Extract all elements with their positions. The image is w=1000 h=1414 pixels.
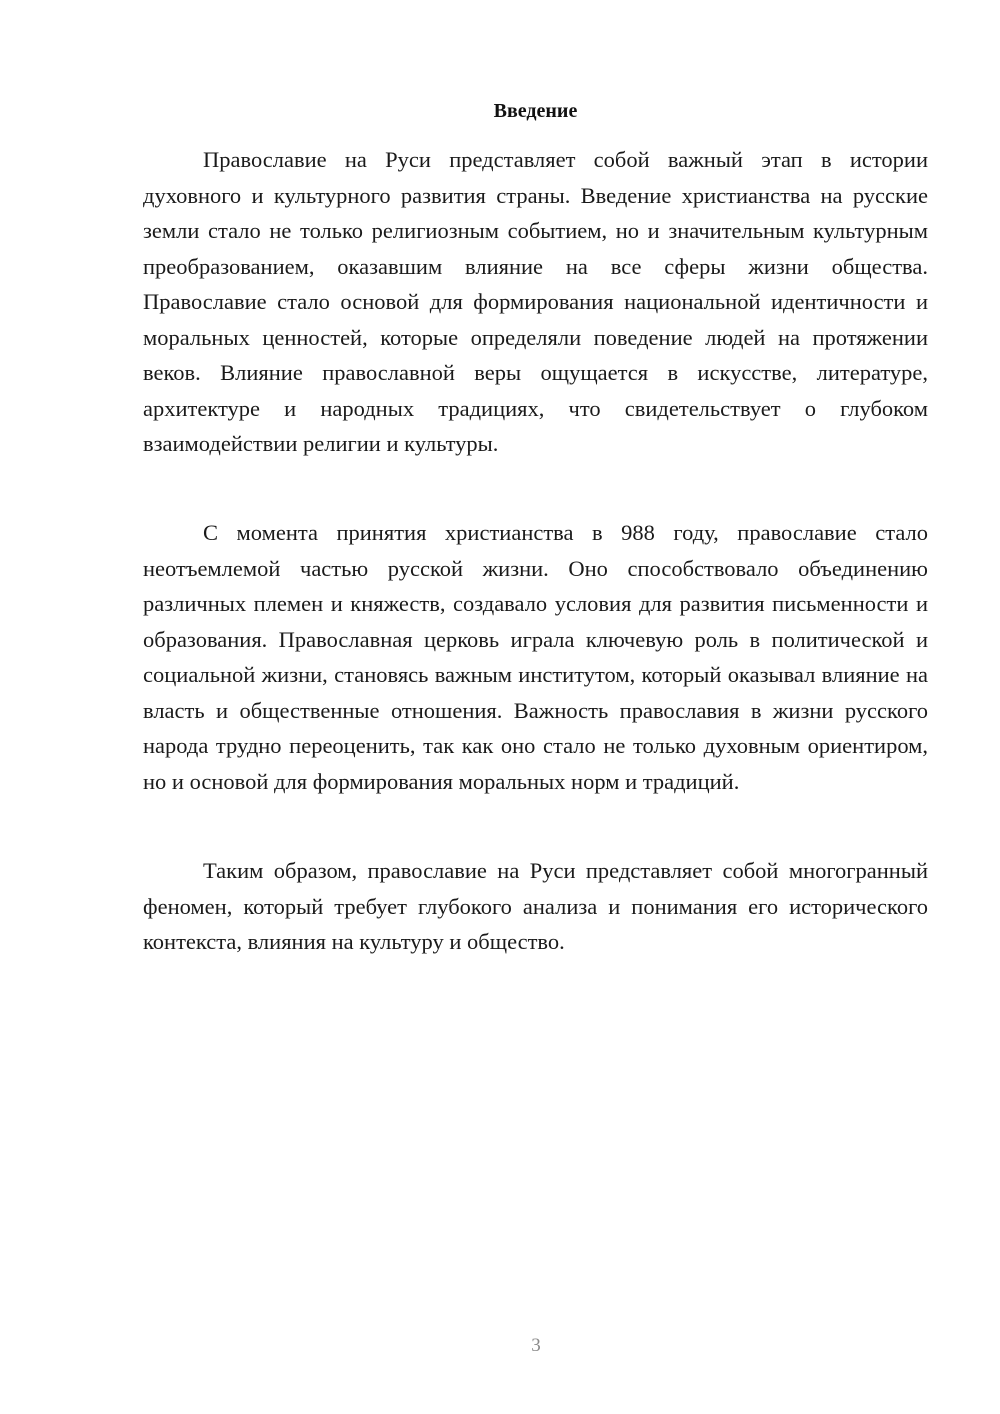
paragraph-1: Православие на Руси представляет собой важный этап в истории духовного и культурного развития страны. Введение христианства на русские земли стало не только религиозным событием, но и значительным культурным преобразованием, оказавшим влияние на все сферы жизни общества. Православие стало основой для формирования национальной идентичности и моральных ценностей, которые определяли поведение людей на протяжении веков. Влияние православной веры ощущается в искусстве, литературе, архитектуре и народных традициях, что свидетельствует о глубоком взаимодействии религии и культуры. — [143, 147, 928, 456]
page-number: 3 — [531, 1335, 541, 1356]
paragraph-3: Таким образом, православие на Руси представляет собой многогранный феномен, который требует глубокого анализа и понимания его исторического контекста, влияния на культуру и общество. — [143, 858, 928, 954]
paragraph-2: С момента принятия христианства в 988 году, православие стало неотъемлемой частью русской жизни. Оно способствовало объединению различных племен и княжеств, создавало условия для развития письменности и образования. Православная церковь играла ключевую роль в политической и социальной жизни, становясь важным институтом, который оказывал влияние на власть и общественные отношения. Важность православия в жизни русского народа трудно переоценить, так как оно стало не только духовным ориентиром, но и основой для формирования моральных норм и традиций. — [143, 520, 928, 794]
page-title: Введение — [493, 100, 578, 122]
